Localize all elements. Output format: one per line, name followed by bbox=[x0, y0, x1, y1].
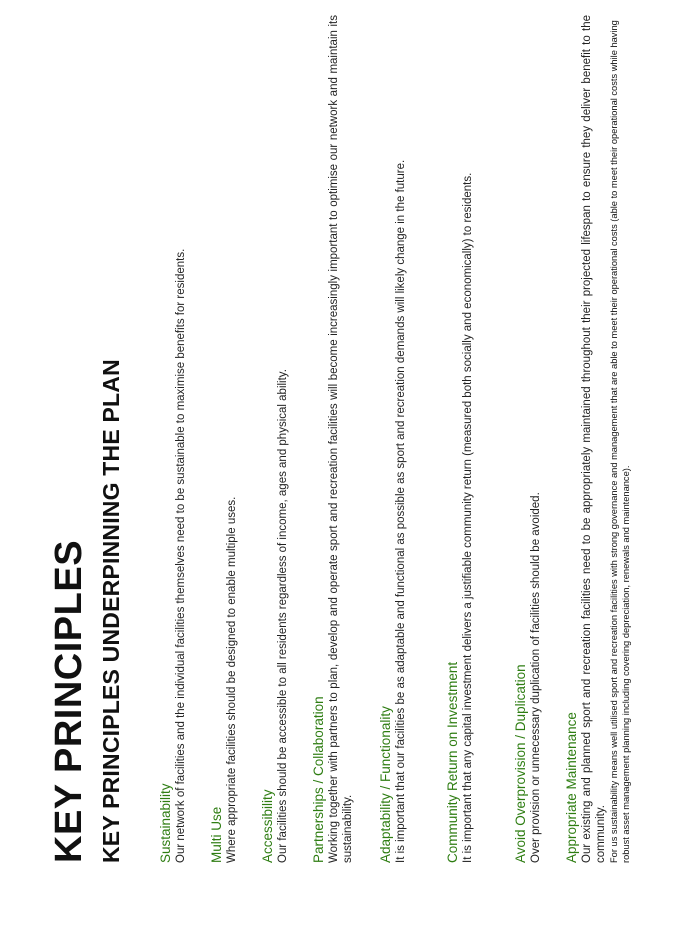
principle-multi-use bbox=[209, 15, 239, 863]
principle-heading: Multi Use bbox=[209, 806, 224, 863]
principle-heading: Community Return on Investment bbox=[445, 661, 460, 863]
principle-heading: Partnerships / Collaboration bbox=[311, 696, 326, 863]
principle-heading: Adaptability / Functionality bbox=[378, 706, 393, 863]
principle-appropriate-maintenance bbox=[564, 15, 632, 863]
principle-partnerships bbox=[311, 15, 355, 863]
principle-adaptability bbox=[378, 15, 408, 863]
principle-heading: Sustainability bbox=[158, 783, 173, 863]
principle-body: Our existing and planned sport and recreation facilities need to be appropriately maintained throughout their projected lifespan to ensure they deliver benefit to the community. bbox=[581, 15, 607, 863]
principle-body: Over provision or unnecessary duplication of facilities should be avoided. bbox=[530, 492, 542, 863]
principle-body: Where appropriate facilities should be designed to enable multiple uses. bbox=[226, 496, 238, 863]
page-subtitle: KEY PRINCIPLES UNDERPINNING THE PLAN bbox=[98, 359, 124, 863]
principle-body: It is important that our facilities be as adaptable and functional as possible as sport and recreation demands will likely change in the future. bbox=[395, 159, 407, 863]
principle-body: It is important that any capital investment delivers a justifiable community return (measured both socially and economically) to residents. bbox=[462, 172, 474, 863]
principle-community-return bbox=[445, 15, 475, 863]
principle-sustainability bbox=[158, 15, 188, 863]
page-title: KEY PRINCIPLES bbox=[48, 539, 90, 863]
principle-accessibility bbox=[260, 15, 290, 863]
sustainability-definition-note: For us sustainability means well utilised sport and recreation facilities with strong governance and management that are able to meet their operational costs (able to meet their operational costs while having robust asset management planning including covering depreciation, renewals and maintenance). bbox=[609, 20, 631, 863]
principle-body: Working together with partners to plan, develop and operate sport and recreation facilities will become increasingly important to optimise our network and maintain its sustainability. bbox=[328, 15, 354, 863]
principle-body: Our facilities should be accessible to all residents regardless of income, ages and physical ability. bbox=[277, 369, 289, 863]
principle-heading: Avoid Overprovision / Duplication bbox=[513, 664, 528, 863]
principle-avoid-overprovision bbox=[513, 15, 543, 863]
principle-heading: Accessibility bbox=[260, 789, 275, 863]
principle-body: Our network of facilities and the individual facilities themselves need to be sustainable to maximise benefits for residents. bbox=[175, 248, 187, 863]
principle-heading: Appropriate Maintenance bbox=[564, 712, 579, 863]
